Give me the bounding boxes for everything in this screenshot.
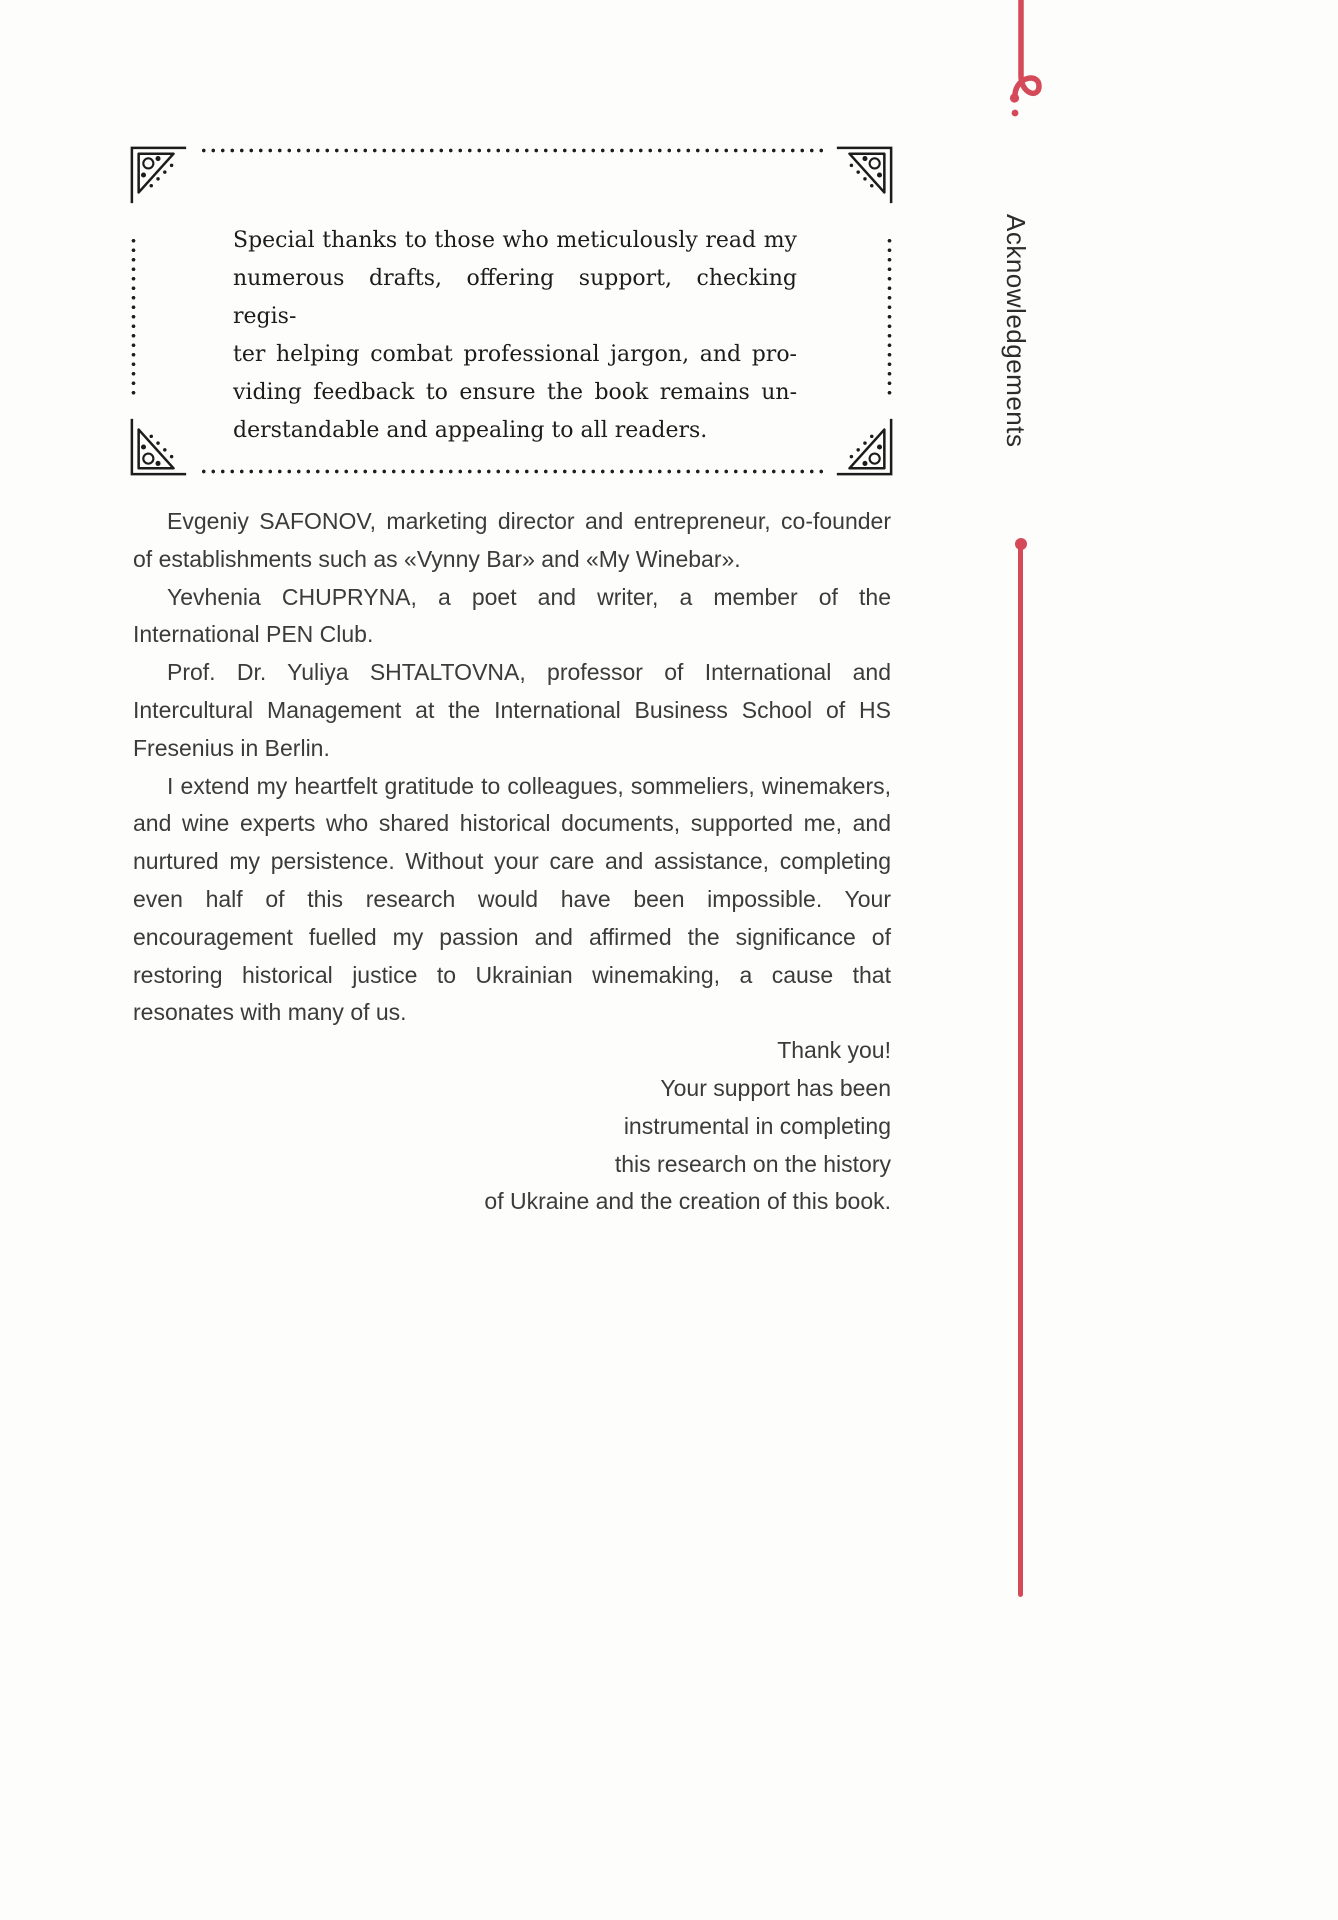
dotted-border-left [131, 236, 136, 398]
corner-ornament-icon [833, 415, 895, 477]
corner-ornament-icon [128, 145, 190, 207]
quote-line: derstandable and appealing to all readers. [233, 418, 708, 443]
closing-line: of Ukraine and the creation of this book. [484, 1188, 891, 1215]
paragraph: I extend my heartfelt gratitude to colleagues, sommeliers, winemakers, and wine experts who shared historical documents, supported me, and nurtured my persistence. Without your care and assistance, completing even half of this research would have been impossible. Your encouragement fuelled my passion and affirmed the significance of restoring historical justice to Ukrainian winemaking, a cause that resonates with many of us. [133, 772, 891, 1026]
acknowledgements-text [133, 503, 891, 1221]
dedication-quote [233, 222, 797, 450]
closing-line: instrumental in completing [623, 1112, 891, 1139]
closing-line: this research on the history [614, 1150, 891, 1177]
vertical-rule [1018, 545, 1023, 1597]
paragraph: Prof. Dr. Yuliya SHTALTOVNA, professor of International and Intercultural Management at the International Business School of HS Fresenius in Berlin. [133, 659, 891, 761]
closing-line: Thank you! [777, 1037, 891, 1064]
chapter-title-vertical: Acknowledgements [1001, 214, 1031, 448]
closing-block [133, 1032, 891, 1221]
corner-ornament-icon [128, 415, 190, 477]
quote-line: Special thanks to those who meticulously read my [233, 228, 797, 253]
quote-line: viding feedback to ensure the book remains un- [233, 380, 797, 405]
paragraph: Yevhenia CHUPRYNA, a poet and writer, a member of the International PEN Club. [133, 583, 891, 648]
corner-ornament-icon [833, 145, 895, 207]
dotted-border-top [199, 148, 824, 153]
quote-line: numerous drafts, offering support, checking regis- [233, 266, 797, 329]
paragraph: Evgeniy SAFONOV, marketing director and entrepreneur, co-founder of establishments such as «Vynny Bar» and «My Winebar». [133, 508, 891, 572]
closing-line: Your support has been [660, 1074, 891, 1101]
dotted-border-bottom [199, 469, 824, 474]
quote-box [133, 150, 890, 472]
quote-line: ter helping combat professional jargon, and pro- [233, 342, 797, 367]
dotted-border-right [887, 236, 892, 398]
red-flourish-icon [1002, 0, 1046, 124]
